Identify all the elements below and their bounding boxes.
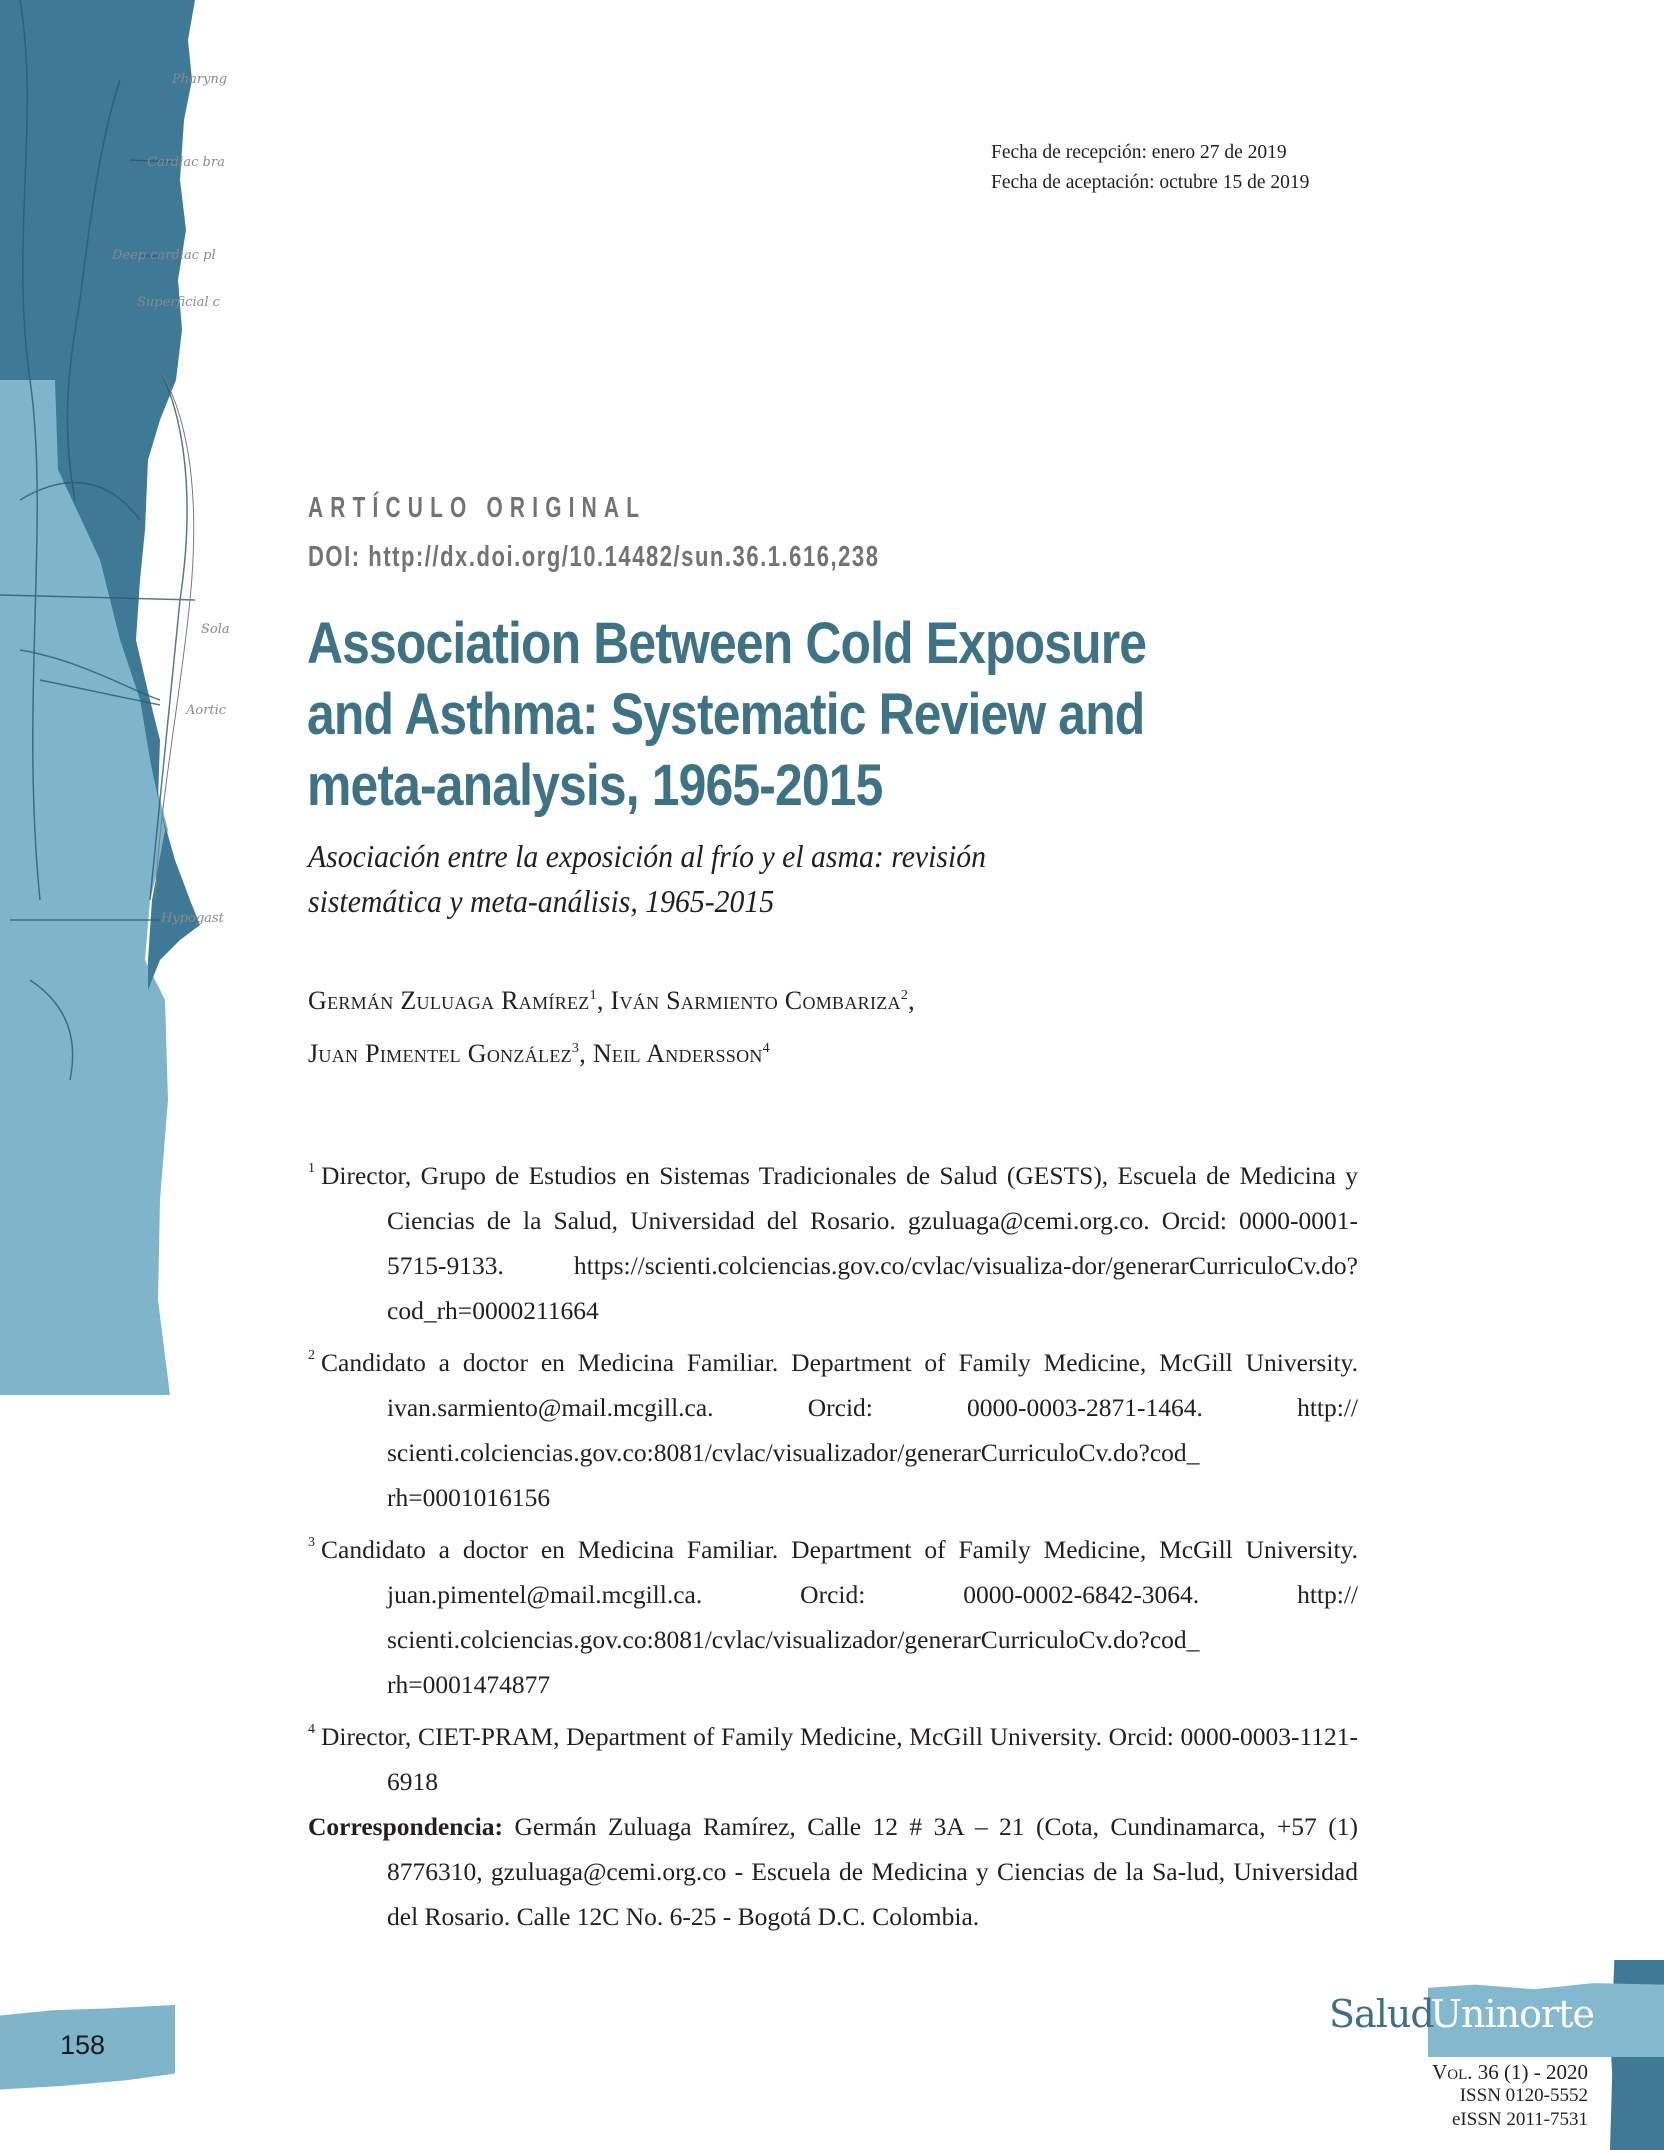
journal-logo-salud: Salud: [1329, 1992, 1434, 2036]
subtitle-line: sistemática y meta-análisis, 1965-2015: [308, 883, 775, 919]
journal-logo-uninorte: Uninorte: [1430, 1992, 1594, 2036]
note-text: Director,: [321, 1722, 418, 1751]
correspondence-text: Colombia.: [865, 1902, 980, 1931]
affiliation-4: [308, 1707, 1358, 1804]
article-title: [307, 608, 1167, 821]
affiliation-3: [308, 1520, 1358, 1707]
article-type: ARTÍCULO ORIGINAL: [308, 492, 647, 524]
note-number: 4: [308, 1722, 315, 1737]
received-date: Fecha de recepción: enero 27 de 2019: [991, 142, 1287, 163]
affiliation-1: [308, 1146, 1358, 1333]
anatomy-label: Deep cardiac pl: [112, 248, 216, 263]
article-subtitle: [308, 834, 986, 924]
journal-volume-info: [1432, 2060, 1588, 2132]
author-sup: 2: [900, 988, 909, 1003]
correspondence-abbr: D.C.: [817, 1902, 866, 1931]
anatomy-label: Superficial c: [137, 295, 220, 310]
title-line: Association Between Cold Exposure: [307, 611, 1147, 676]
correspondence-text: Germán Zuluaga Ramírez, Calle 12 # 3A – 21 (Cota, Cundinamarca, +57 (1) 8776310, gzuluaga@cemi.org.co - Escuela de Medicina y Ciencias de la Sa-lud, Universidad del Rosario. Calle 12C No. 6-25 - Bogotá: [387, 1812, 1358, 1931]
accepted-date: Fecha de aceptación: octubre 15 de 2019: [991, 172, 1310, 193]
note-text: Director, Grupo de Estudios en Sistemas Tradicionales de Salud (: [321, 1161, 1016, 1190]
anatomy-label: Sola: [201, 622, 230, 637]
note-abbr: CIET-PRAM: [417, 1722, 554, 1751]
author-list: [308, 972, 915, 1078]
author-sup: 1: [589, 988, 597, 1003]
author-name: Germán Zuluaga Ramírez: [308, 986, 590, 1015]
eissn: eISSN 2011-7531: [1452, 2109, 1588, 2130]
title-line: meta-analysis, 1965-2015: [307, 753, 883, 818]
separator: ,: [579, 1039, 593, 1068]
author-sup: 3: [571, 1041, 580, 1056]
anatomy-label: Aortic: [186, 703, 227, 718]
author-name: Juan Pimentel González: [308, 1039, 572, 1068]
note-number: 1: [308, 1161, 315, 1176]
affiliation-2: [308, 1333, 1358, 1520]
anatomical-illustration-strip: [0, 0, 260, 2150]
page-number: 158: [60, 2030, 106, 2060]
author-name: Iván Sarmiento Combariza: [610, 986, 901, 1015]
author-name: Neil Andersson: [592, 1039, 763, 1068]
issn: ISSN 0120-5552: [1459, 2085, 1588, 2106]
anatomy-label: Cardiac bra: [147, 155, 225, 170]
subtitle-line: Asociación entre la exposición al frío y el asma: revisión: [308, 838, 986, 874]
separator: ,: [908, 986, 915, 1015]
article-dates: [991, 138, 1309, 198]
note-text: Candidato a doctor en Medicina Familiar. Department of Family Medicine, McGill University. ivan.sarmiento@mail.mcgill.ca. Orcid: 0000-0003-2871-1464. http:// scienti.colciencias.gov.co:8081/cvlac/visualizador/generarCurriculoCv.do?cod_ rh=0001016156: [321, 1348, 1358, 1512]
author-sup: 4: [762, 1041, 770, 1056]
note-text: Candidato a doctor en Medicina Familiar. Department of Family Medicine, McGill University. juan.pimentel@mail.mcgill.ca. Orcid: 0000-0002-6842-3064. http:// scienti.colciencias.gov.co:8081/cvlac/visualizador/generarCurriculoCv.do?cod_ rh=0001474877: [321, 1535, 1358, 1699]
doi-link[interactable]: DOI: http://dx.doi.org/10.14482/sun.36.1.616,238: [308, 541, 880, 573]
volume: Vol. 36 (1) - 2020: [1432, 2060, 1588, 2084]
correspondence-label: Correspondencia:: [308, 1812, 504, 1841]
note-text: ), Escuela de Medicina y Ciencias de la Salud, Universidad del Rosario. gzuluaga@cemi.org.co. Orcid: 0000-0001-5715-9133. https://scienti.colciencias.gov.co/cvlac/visualiza-dor/generarCurriculoCv.do?cod_rh=0000211664: [387, 1161, 1359, 1325]
note-number: 3: [308, 1535, 315, 1550]
note-number: 2: [308, 1348, 315, 1363]
separator: ,: [596, 986, 611, 1015]
title-line: and Asthma: Systematic Review and: [307, 682, 1145, 747]
anatomy-label: Hypogast: [161, 911, 224, 926]
correspondence: [308, 1804, 1358, 1939]
affiliation-notes: [308, 1146, 1358, 1939]
note-text: , Department of Family Medicine, McGill University. Orcid: 0000-0003-1121-6918: [387, 1722, 1358, 1796]
anatomy-label: Pharyng: [172, 72, 228, 87]
note-abbr: GESTS: [1015, 1161, 1094, 1190]
